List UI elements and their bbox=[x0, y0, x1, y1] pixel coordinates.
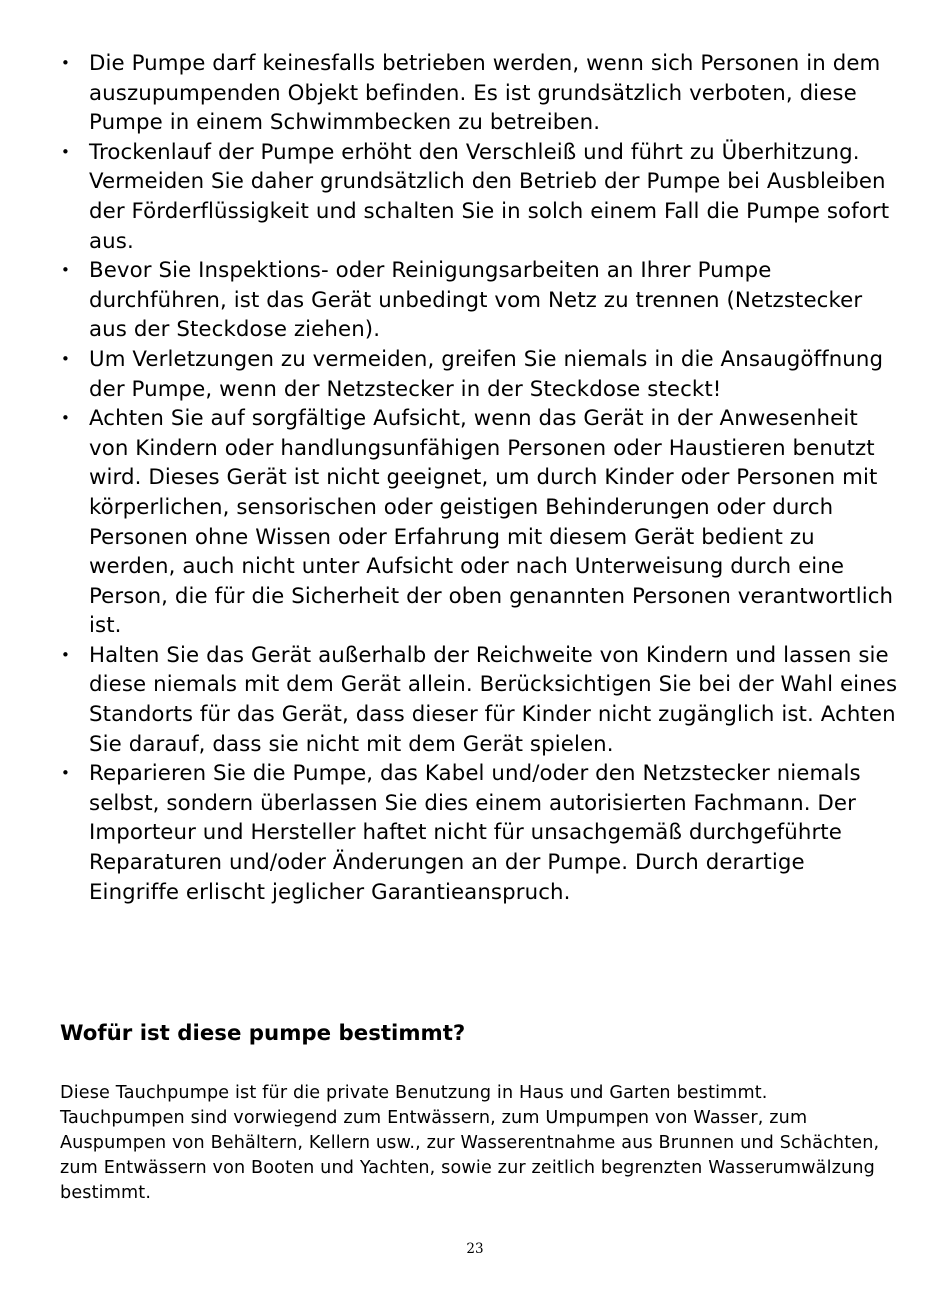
bullet-item bbox=[60, 759, 900, 907]
bullet-marker: • bbox=[61, 645, 70, 664]
bullet-text: Trockenlauf der Pumpe erhöht den Verschleiß und führt zu Überhitzung. Vermeiden Sie daher grundsätzlich den Betrieb der Pumpe bei Ausbleiben der Förderflüssigkeit und schalten Sie in solch einem Fall die Pumpe sofort aus. bbox=[89, 139, 890, 254]
bullet-marker: • bbox=[61, 142, 70, 161]
safety-bullet-list bbox=[60, 49, 900, 907]
bullet-item bbox=[60, 345, 900, 404]
bullet-text: Reparieren Sie die Pumpe, das Kabel und/oder den Netzstecker niemals selbst, sondern überlassen Sie dies einem autorisierten Fachmann. Der Importeur und Hersteller haftet nicht für unsachgemäß durchgeführte Reparaturen und/oder Änderungen an der Pumpe. Durch derartige Eingriffe erlischt jeglicher Garantieanspruch. bbox=[89, 761, 861, 905]
bullet-item bbox=[60, 256, 900, 345]
bullet-text: Die Pumpe darf keinesfalls betrieben werden, wenn sich Personen in dem auszupumpenden Objekt befinden. Es ist grundsätzlich verboten, diese Pumpe in einem Schwimmbecken zu betreiben. bbox=[89, 51, 881, 136]
bullet-item bbox=[60, 641, 900, 759]
bullet-marker: • bbox=[61, 764, 70, 783]
section-paragraph: Diese Tauchpumpe ist für die private Benutzung in Haus und Garten bestimmt. Tauchpumpen sind vorwiegend zum Entwässern, zum Umpumpen von Wasser, zum Auspumpen von Behältern, Kellern usw., zur Wasserentnahme aus Brunnen und Schächten, zum Entwässern von Booten und Yachten, sowie zur zeitlich begrenzten Wasserumwälzung bestimmt. bbox=[60, 1083, 880, 1204]
bullet-text: Halten Sie das Gerät außerhalb der Reichweite von Kindern und lassen sie diese niemals mit dem Gerät allein. Berücksichtigen Sie bei der Wahl eines Standorts für das Gerät, dass dieser für Kinder nicht zugänglich ist. Achten Sie darauf, dass sie nicht mit dem Gerät spielen. bbox=[89, 642, 898, 757]
section-heading: Wofür ist diese pumpe bestimmt? bbox=[60, 1021, 466, 1046]
bullet-item bbox=[60, 138, 900, 256]
bullet-marker: • bbox=[61, 409, 70, 428]
bullet-text: Um Verletzungen zu vermeiden, greifen Sie niemals in die Ansaugöffnung der Pumpe, wenn der Netzstecker in der Steckdose steckt! bbox=[89, 346, 884, 402]
bullet-marker: • bbox=[61, 349, 70, 368]
bullet-marker: • bbox=[61, 54, 70, 72]
page-number: 23 bbox=[466, 1241, 484, 1257]
bullet-item bbox=[60, 49, 900, 138]
bullet-item bbox=[60, 404, 900, 641]
bullet-text: Bevor Sie Inspektions- oder Reinigungsarbeiten an Ihrer Pumpe durchführen, ist das Gerät unbedingt vom Netz zu trennen (Netzstecker aus der Steckdose ziehen). bbox=[89, 258, 863, 343]
bullet-text: Achten Sie auf sorgfältige Aufsicht, wenn das Gerät in der Anwesenheit von Kindern oder handlungsunfähigen Personen oder Haustieren benutzt wird. Dieses Gerät ist nicht geeignet, um durch Kinder oder Personen mit körperlichen, sensorischen oder geistigen Behinderungen oder durch Personen ohne Wissen oder Erfahrung mit diesem Gerät bedient zu werden, auch nicht unter Aufsicht oder nach Unterweisung durch eine Person, die für die Sicherheit der oben genannten Personen verantwortlich ist. bbox=[89, 406, 894, 639]
bullet-marker: • bbox=[61, 261, 70, 280]
